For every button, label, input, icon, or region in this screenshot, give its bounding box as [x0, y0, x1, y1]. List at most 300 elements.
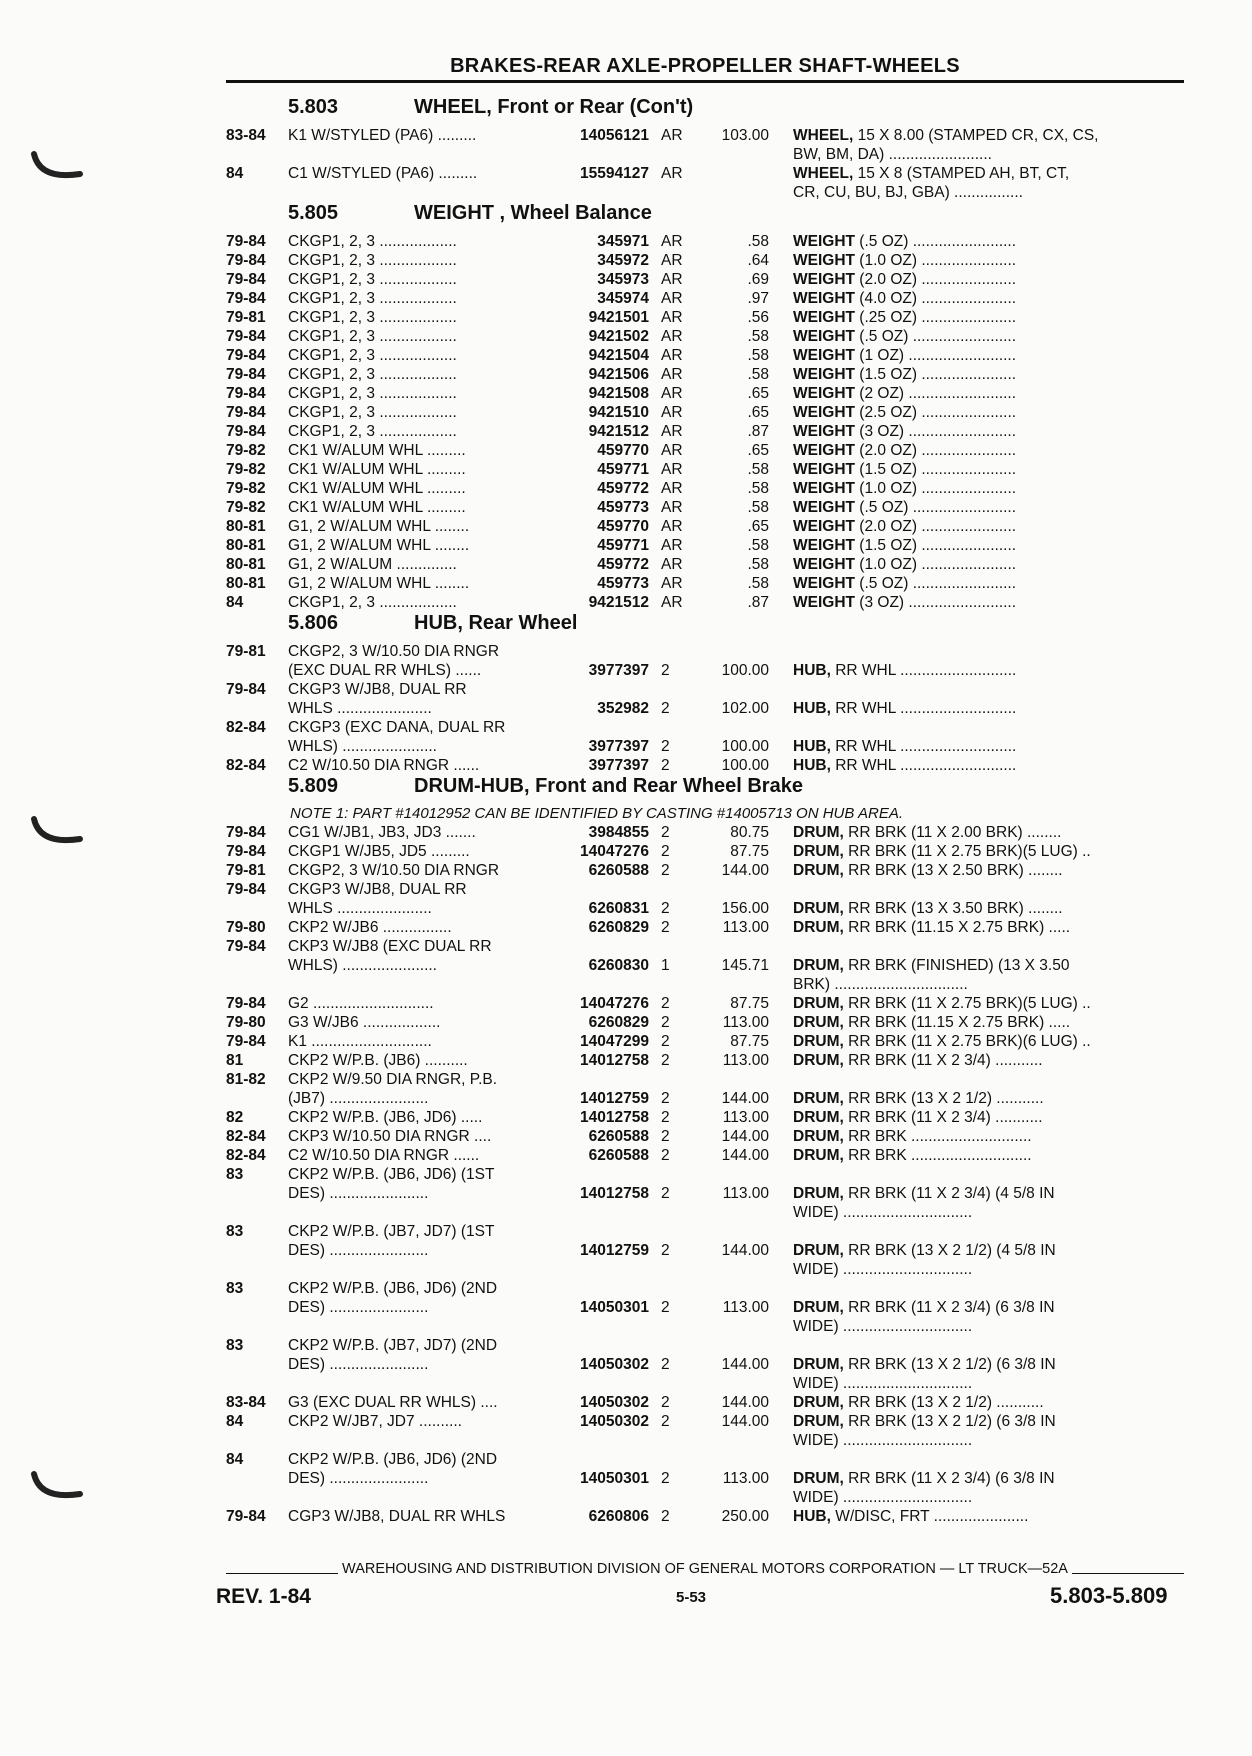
part-name — [769, 937, 1143, 956]
application-desc: DES) ....................... — [288, 1470, 429, 1487]
part-number — [550, 975, 649, 994]
table-row — [226, 880, 1186, 899]
part-number: 9421510 — [588, 404, 649, 421]
part-name — [769, 517, 1143, 536]
part-name — [769, 1127, 1143, 1146]
application-desc: CKGP3 W/JB8, DUAL RR — [288, 681, 467, 698]
part-name-detail: (.5 OZ) ........................ — [855, 575, 1017, 592]
part-name — [769, 661, 1143, 680]
part-name-bold: WEIGHT — [793, 575, 855, 592]
price: 145.71 — [721, 957, 769, 974]
part-name-detail: RR BRK (11.15 X 2.75 BRK) ..... — [843, 919, 1071, 936]
model-years — [226, 1298, 288, 1317]
quantity: AR — [661, 290, 683, 307]
part-name — [769, 422, 1143, 441]
price: .97 — [747, 290, 769, 307]
part-name-detail: WIDE) .............................. — [793, 1432, 973, 1449]
model-years: 79-84 — [226, 681, 266, 698]
price — [701, 1317, 769, 1336]
part-name — [769, 975, 1143, 994]
quantity: 2 — [661, 843, 670, 860]
application-desc: G3 W/JB6 .................. — [288, 1014, 441, 1031]
parts-listing — [226, 96, 1186, 1526]
price: .87 — [747, 423, 769, 440]
part-name-bold: WEIGHT — [793, 480, 855, 497]
quantity: AR — [661, 404, 683, 421]
part-name-detail: 15 X 8.00 (STAMPED CR, CX, CS, — [853, 127, 1099, 144]
table-row — [226, 975, 1186, 994]
price: 102.00 — [721, 700, 769, 717]
part-name-bold: DRUM, — [793, 995, 844, 1012]
application-desc: (JB7) ....................... — [288, 1090, 429, 1107]
price: .87 — [747, 594, 769, 611]
price: .64 — [747, 252, 769, 269]
section-title: HUB, Rear Wheel — [414, 612, 578, 634]
part-name — [769, 642, 1143, 661]
part-number: 14047299 — [580, 1033, 649, 1050]
part-name-detail: WIDE) .............................. — [793, 1489, 973, 1506]
price — [701, 1070, 769, 1089]
part-number: 9421508 — [588, 385, 649, 402]
model-years: 79-84 — [226, 881, 266, 898]
price — [701, 680, 769, 699]
price — [701, 642, 769, 661]
section-number: 5.809 — [288, 775, 339, 797]
part-number: 14056121 — [580, 127, 649, 144]
application-desc: CKP2 W/9.50 DIA RNGR, P.B. — [288, 1071, 498, 1088]
part-name-detail: BRK) ............................... — [793, 976, 968, 993]
part-name-detail: RR BRK (11 X 2.00 BRK) ........ — [843, 824, 1062, 841]
part-name — [769, 441, 1143, 460]
part-name-detail: (1.0 OZ) ...................... — [855, 252, 1017, 269]
part-name — [769, 308, 1143, 327]
table-row — [226, 1165, 1186, 1184]
part-name — [769, 1412, 1143, 1431]
part-name-bold: WEIGHT — [793, 442, 855, 459]
price: 144.00 — [721, 862, 769, 879]
table-row — [226, 1051, 1186, 1070]
part-name-detail: RR BRK (13 X 3.50 BRK) ........ — [843, 900, 1063, 917]
footer-division-line — [226, 1561, 1184, 1577]
quantity: 2 — [661, 1033, 670, 1050]
model-years: 82-84 — [226, 1147, 266, 1164]
application-desc: CG1 W/JB1, JB3, JD3 ....... — [288, 824, 476, 841]
part-name-detail: (1.0 OZ) ...................... — [855, 556, 1017, 573]
quantity: AR — [661, 499, 683, 516]
part-number — [550, 1203, 649, 1222]
part-name — [769, 289, 1143, 308]
part-name-bold: HUB, — [793, 700, 831, 717]
part-name-bold: WHEEL, — [793, 127, 854, 144]
quantity: 2 — [661, 757, 670, 774]
part-name-bold: WEIGHT — [793, 404, 855, 421]
part-number — [550, 880, 649, 899]
part-name-detail: RR BRK ............................ — [843, 1147, 1032, 1164]
part-number: 459772 — [597, 556, 649, 573]
model-years: 79-81 — [226, 862, 266, 879]
model-years — [226, 1431, 288, 1450]
part-name — [769, 1374, 1143, 1393]
part-name-bold: WEIGHT — [793, 328, 855, 345]
part-name — [769, 1450, 1143, 1469]
quantity: AR — [661, 309, 683, 326]
quantity: 2 — [661, 1356, 670, 1373]
quantity — [649, 145, 701, 164]
part-name-detail: CR, CU, BU, BJ, GBA) ................ — [793, 184, 1023, 201]
table-row — [226, 498, 1186, 517]
model-years: 79-82 — [226, 480, 266, 497]
quantity — [649, 1374, 701, 1393]
part-number: 14012758 — [580, 1052, 649, 1069]
application-desc: CKGP1 W/JB5, JD5 ......... — [288, 843, 470, 860]
quantity: AR — [661, 442, 683, 459]
part-name — [769, 270, 1143, 289]
application-desc — [288, 1431, 550, 1450]
part-name-bold: DRUM, — [793, 1242, 844, 1259]
part-number: 15594127 — [580, 165, 649, 182]
table-row — [226, 164, 1186, 183]
part-name-bold: DRUM, — [793, 1109, 844, 1126]
price: 87.75 — [730, 1033, 769, 1050]
part-number — [550, 1222, 649, 1241]
quantity: AR — [661, 366, 683, 383]
table-row — [226, 1336, 1186, 1355]
table-row — [226, 642, 1186, 661]
quantity: AR — [661, 423, 683, 440]
part-name-bold: WEIGHT — [793, 499, 855, 516]
part-name-detail: RR BRK (11 X 2 3/4) ........... — [843, 1109, 1043, 1126]
price: .58 — [747, 328, 769, 345]
section-block — [226, 775, 1186, 1526]
part-name-bold: HUB, — [793, 757, 831, 774]
quantity — [649, 183, 701, 202]
table-row — [226, 1089, 1186, 1108]
model-years: 83 — [226, 1223, 244, 1240]
application-desc: G1, 2 W/ALUM .............. — [288, 556, 457, 573]
part-name-detail: (3 OZ) ......................... — [855, 423, 1017, 440]
part-name-detail: W/DISC, FRT ...................... — [830, 1508, 1029, 1525]
table-row — [226, 327, 1186, 346]
quantity — [649, 880, 701, 899]
part-number: 3977397 — [588, 757, 649, 774]
quantity: AR — [661, 252, 683, 269]
section-heading — [226, 775, 1186, 805]
quantity: 2 — [661, 1052, 670, 1069]
part-name-bold: WEIGHT — [793, 423, 855, 440]
price: .58 — [747, 499, 769, 516]
application-desc: CKGP3 (EXC DANA, DUAL RR — [288, 719, 506, 736]
part-name-detail: WIDE) .............................. — [793, 1261, 973, 1278]
part-name — [769, 1222, 1143, 1241]
price — [701, 975, 769, 994]
table-row — [226, 384, 1186, 403]
model-years: 83-84 — [226, 127, 266, 144]
table-row — [226, 1412, 1186, 1431]
part-name — [769, 699, 1143, 718]
table-row — [226, 1507, 1186, 1526]
model-years: 83 — [226, 1337, 244, 1354]
part-name — [769, 1089, 1143, 1108]
model-years: 79-84 — [226, 271, 266, 288]
part-name-bold: WEIGHT — [793, 290, 855, 307]
part-name — [769, 1108, 1143, 1127]
table-row — [226, 422, 1186, 441]
table-row — [226, 574, 1186, 593]
model-years — [226, 737, 288, 756]
quantity — [649, 1450, 701, 1469]
table-row — [226, 183, 1186, 202]
part-name — [769, 1260, 1143, 1279]
application-desc: WHLS ...................... — [288, 700, 432, 717]
part-name-bold: WHEEL, — [793, 165, 854, 182]
application-desc: CKGP1, 2, 3 .................. — [288, 252, 457, 269]
quantity: AR — [661, 347, 683, 364]
part-name-bold: WEIGHT — [793, 518, 855, 535]
part-name — [769, 593, 1143, 612]
price: 100.00 — [721, 738, 769, 755]
table-row — [226, 346, 1186, 365]
price — [701, 1374, 769, 1393]
price: 156.00 — [721, 900, 769, 917]
part-number: 9421504 — [588, 347, 649, 364]
part-name-bold: WEIGHT — [793, 252, 855, 269]
table-row — [226, 126, 1186, 145]
part-name — [769, 479, 1143, 498]
part-name — [769, 126, 1143, 145]
part-number: 459770 — [597, 442, 649, 459]
application-desc — [288, 1203, 550, 1222]
part-name-detail: RR BRK (11 X 2.75 BRK)(5 LUG) .. — [843, 843, 1091, 860]
quantity: 1 — [661, 957, 670, 974]
part-name-bold: DRUM, — [793, 862, 844, 879]
part-name — [769, 899, 1143, 918]
application-desc: K1 W/STYLED (PA6) ......... — [288, 127, 477, 144]
price: 100.00 — [721, 662, 769, 679]
part-name-detail: RR BRK (11.15 X 2.75 BRK) ..... — [843, 1014, 1071, 1031]
part-name — [769, 1241, 1143, 1260]
application-desc: CKGP1, 2, 3 .................. — [288, 328, 457, 345]
part-name-bold: WEIGHT — [793, 271, 855, 288]
part-name-detail: (1.5 OZ) ...................... — [855, 537, 1017, 554]
table-row — [226, 756, 1186, 775]
part-name — [769, 403, 1143, 422]
application-desc — [288, 1488, 550, 1507]
part-number: 6260588 — [588, 1147, 649, 1164]
table-row — [226, 661, 1186, 680]
section-number: 5.805 — [288, 202, 339, 224]
application-desc: WHLS) ...................... — [288, 957, 437, 974]
part-name-detail: RR WHL ........................... — [830, 662, 1017, 679]
part-number: 14012759 — [580, 1090, 649, 1107]
quantity — [649, 718, 701, 737]
model-years: 80-81 — [226, 575, 266, 592]
quantity: 2 — [661, 738, 670, 755]
price — [701, 1336, 769, 1355]
table-row — [226, 994, 1186, 1013]
part-name-detail: RR BRK (FINISHED) (13 X 3.50 — [843, 957, 1070, 974]
section-note: NOTE 1: PART #14012952 CAN BE IDENTIFIED BY CASTING #14005713 ON HUB AREA. — [290, 805, 904, 822]
application-desc: CKP2 W/JB7, JD7 .......... — [288, 1413, 462, 1430]
part-name — [769, 1146, 1143, 1165]
model-years: 79-84 — [226, 252, 266, 269]
part-name — [769, 251, 1143, 270]
part-name — [769, 536, 1143, 555]
part-number: 14012759 — [580, 1242, 649, 1259]
part-name-detail: RR BRK (13 X 2 1/2) ........... — [843, 1090, 1044, 1107]
table-row — [226, 479, 1186, 498]
revision-label: REV. 1-84 — [216, 1585, 311, 1608]
table-row — [226, 1070, 1186, 1089]
part-number: 14050301 — [580, 1470, 649, 1487]
model-years: 81 — [226, 1052, 244, 1069]
price — [701, 1279, 769, 1298]
model-years: 82-84 — [226, 757, 266, 774]
part-name-detail: WIDE) .............................. — [793, 1204, 973, 1221]
quantity — [649, 1431, 701, 1450]
application-desc — [288, 1317, 550, 1336]
part-name — [769, 1355, 1143, 1374]
model-years: 84 — [226, 1413, 244, 1430]
price: .58 — [747, 366, 769, 383]
table-row — [226, 1431, 1186, 1450]
table-row — [226, 1469, 1186, 1488]
part-name-detail: RR WHL ........................... — [830, 757, 1017, 774]
part-number: 14050302 — [580, 1394, 649, 1411]
quantity: AR — [661, 461, 683, 478]
part-name-bold: WEIGHT — [793, 594, 855, 611]
application-desc — [288, 975, 550, 994]
part-number: 3977397 — [588, 662, 649, 679]
part-name-detail: RR BRK (11 X 2 3/4) (4 5/8 IN — [843, 1185, 1055, 1202]
price: 144.00 — [721, 1147, 769, 1164]
part-number: 14050301 — [580, 1299, 649, 1316]
part-name — [769, 164, 1143, 183]
price: 80.75 — [730, 824, 769, 841]
part-name-detail: (2.0 OZ) ...................... — [855, 518, 1017, 535]
part-number — [550, 1317, 649, 1336]
part-name — [769, 1051, 1143, 1070]
application-desc: G2 ............................ — [288, 995, 434, 1012]
application-desc: CKGP1, 2, 3 .................. — [288, 404, 457, 421]
application-desc: CKP2 W/JB6 ................ — [288, 919, 452, 936]
part-number: 3977397 — [588, 738, 649, 755]
model-years: 79-84 — [226, 290, 266, 307]
part-name-bold: DRUM, — [793, 1090, 844, 1107]
price: .58 — [747, 480, 769, 497]
table-row — [226, 1241, 1186, 1260]
application-desc: CK1 W/ALUM WHL ......... — [288, 480, 466, 497]
binder-hole-icon — [30, 150, 90, 188]
quantity: AR — [661, 594, 683, 611]
application-desc: CKP3 W/JB8 (EXC DUAL RR — [288, 938, 492, 955]
application-desc: CKGP1, 2, 3 .................. — [288, 347, 457, 364]
application-desc — [288, 1374, 550, 1393]
part-number: 14050302 — [580, 1356, 649, 1373]
part-number: 9421512 — [588, 423, 649, 440]
application-desc: CKGP1, 2, 3 .................. — [288, 423, 457, 440]
price: .65 — [747, 442, 769, 459]
part-name — [769, 183, 1143, 202]
part-name-detail: RR BRK (11 X 2 3/4) ........... — [843, 1052, 1043, 1069]
part-name-bold: HUB, — [793, 738, 831, 755]
part-name — [769, 1298, 1143, 1317]
table-row — [226, 1108, 1186, 1127]
application-desc: CKGP1, 2, 3 .................. — [288, 290, 457, 307]
price: 103.00 — [721, 127, 769, 144]
part-name-bold: WEIGHT — [793, 537, 855, 554]
model-years — [226, 661, 288, 680]
application-desc: CKGP2, 3 W/10.50 DIA RNGR — [288, 643, 500, 660]
model-years: 79-84 — [226, 938, 266, 955]
application-desc: K1 ............................ — [288, 1033, 432, 1050]
part-name-detail: (.5 OZ) ........................ — [855, 328, 1017, 345]
table-row — [226, 232, 1186, 251]
part-name-bold: DRUM, — [793, 824, 844, 841]
quantity: 2 — [661, 900, 670, 917]
part-name-detail: RR BRK (13 X 2 1/2) ........... — [843, 1394, 1044, 1411]
price: 250.00 — [721, 1508, 769, 1525]
part-name-bold: HUB, — [793, 662, 831, 679]
part-name — [769, 756, 1143, 775]
part-name — [769, 1203, 1143, 1222]
price: .65 — [747, 385, 769, 402]
model-years: 79-81 — [226, 309, 266, 326]
quantity: AR — [661, 127, 683, 144]
table-row — [226, 289, 1186, 308]
model-years: 79-84 — [226, 824, 266, 841]
quantity: AR — [661, 518, 683, 535]
model-years — [226, 1089, 288, 1108]
part-number: 6260829 — [588, 919, 649, 936]
quantity: 2 — [661, 1014, 670, 1031]
part-name-bold: DRUM, — [793, 1033, 844, 1050]
part-name-detail: (1.5 OZ) ...................... — [855, 461, 1017, 478]
table-row — [226, 145, 1186, 164]
model-years — [226, 1488, 288, 1507]
application-desc: CK1 W/ALUM WHL ......... — [288, 442, 466, 459]
model-years: 79-80 — [226, 1014, 266, 1031]
part-name-bold: DRUM, — [793, 1299, 844, 1316]
table-row — [226, 1450, 1186, 1469]
part-name-bold: DRUM, — [793, 957, 844, 974]
section-title: DRUM-HUB, Front and Rear Wheel Brake — [414, 775, 803, 797]
application-desc: CK1 W/ALUM WHL ......... — [288, 499, 466, 516]
part-number — [550, 1450, 649, 1469]
part-number: 459771 — [597, 537, 649, 554]
table-row — [226, 1032, 1186, 1051]
price: .65 — [747, 404, 769, 421]
model-years: 79-84 — [226, 328, 266, 345]
quantity: 2 — [661, 662, 670, 679]
price: .58 — [747, 537, 769, 554]
quantity: AR — [661, 537, 683, 554]
model-years — [226, 145, 288, 164]
price: .56 — [747, 309, 769, 326]
part-name-bold: WEIGHT — [793, 309, 855, 326]
price — [701, 1203, 769, 1222]
table-row — [226, 1146, 1186, 1165]
application-desc: CK1 W/ALUM WHL ......... — [288, 461, 466, 478]
part-number: 6260588 — [588, 862, 649, 879]
part-name — [769, 346, 1143, 365]
part-name — [769, 823, 1143, 842]
part-number — [550, 937, 649, 956]
part-name-bold: HUB, — [793, 1508, 831, 1525]
table-row — [226, 593, 1186, 612]
table-row — [226, 937, 1186, 956]
application-desc: DES) ....................... — [288, 1242, 429, 1259]
binder-hole-icon — [30, 815, 90, 853]
